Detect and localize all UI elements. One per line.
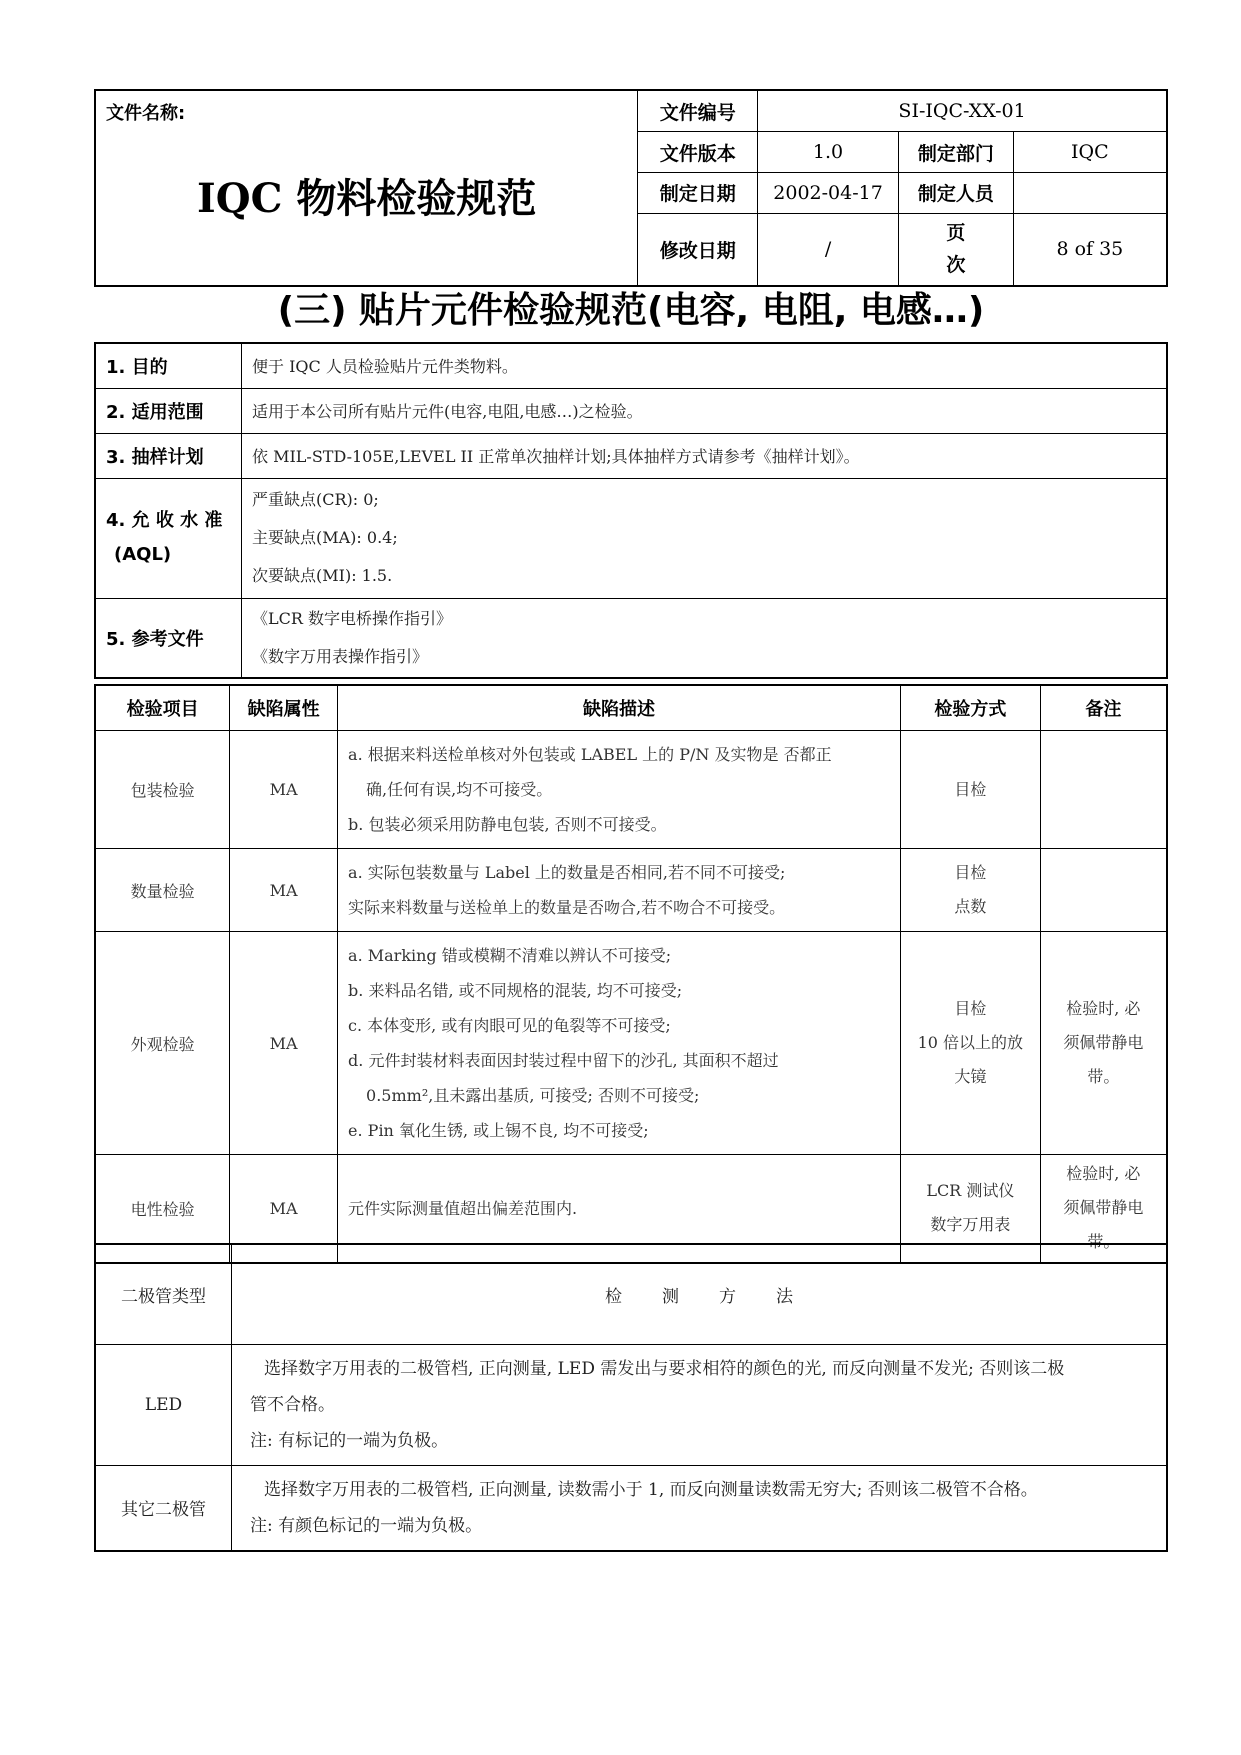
method-line: 目检 [954, 779, 987, 799]
version-value: 1.0 [758, 132, 899, 173]
diode-type-cell: 其它二极管 [95, 1465, 232, 1551]
sampling-label: 3. 抽样计划 [95, 433, 242, 478]
reference-item: 《LCR 数字电桥操作指引》 [252, 608, 453, 628]
method-line: 选择数字万用表的二极管档, 正向测量, LED 需发出与要求相符的颜色的光, 而反向测量不发光; 否则该二极 [264, 1358, 1065, 1379]
col-header-method: 检验方式 [900, 685, 1040, 731]
reference-values [242, 598, 1168, 678]
desc-line: b. 包装必须采用防静电包装, 否则不可接受。 [348, 815, 667, 834]
note-line: 检验时, 必 [1066, 999, 1141, 1018]
page-value: 8 of 35 [1013, 213, 1167, 286]
col-header-item: 检验项目 [95, 685, 230, 731]
method-line: LCR 测试仪 [926, 1181, 1015, 1201]
desc-line: 确,任何有误,均不可接受。 [366, 780, 553, 799]
desc-line: 实际来料数量与送检单上的数量是否吻合,若不吻合不可接受。 [348, 898, 786, 917]
table-row [95, 849, 1167, 932]
desc-line: b. 来料品名错, 或不同规格的混装, 均不可接受; [348, 981, 683, 1000]
scope-value: 适用于本公司所有贴片元件(电容,电阻,电感…)之检验。 [242, 388, 1168, 433]
note-cell [1040, 731, 1167, 849]
note-line: 带。 [1087, 1232, 1120, 1252]
aql-label-line1: 4. 允 收 水 准 [106, 510, 223, 531]
revision-date-value: / [758, 213, 899, 286]
aql-mi: 次要缺点(MI): 1.5. [252, 566, 393, 585]
dept-value: IQC [1013, 132, 1167, 173]
reference-item: 《数字万用表操作指引》 [252, 646, 429, 666]
method-line: 大镜 [954, 1067, 987, 1086]
aql-ma: 主要缺点(MA): 0.4; [252, 528, 398, 547]
desc-line: d. 元件封装材料表面因封装过程中留下的沙孔, 其面积不超过 [348, 1051, 779, 1070]
method-line: 管不合格。 [250, 1394, 335, 1415]
date-label: 制定日期 [638, 172, 758, 213]
file-no-value: SI-IQC-XX-01 [758, 90, 1167, 132]
table-row [95, 1465, 1167, 1551]
method-cell [232, 1344, 1168, 1465]
attr-cell: MA [230, 849, 338, 932]
aql-label [95, 478, 242, 598]
section-title: (三) 贴片元件检验规范(电容, 电阻, 电感…) [277, 290, 985, 331]
method-line: 目检 [954, 999, 987, 1018]
date-value: 2002-04-17 [758, 172, 899, 213]
method-line: 10 倍以上的放 [917, 1033, 1024, 1052]
desc-line: c. 本体变形, 或有肉眼可见的龟裂等不可接受; [348, 1016, 671, 1035]
desc-line: 0.5mm²,且未露出基质, 可接受; 否则不可接受; [366, 1086, 700, 1105]
col-header-attr: 缺陷属性 [230, 685, 338, 731]
desc-line: e. Pin 氧化生锈, 或上锡不良, 均不可接受; [348, 1121, 649, 1140]
note-line: 检验时, 必 [1066, 1164, 1141, 1184]
desc-cell [338, 932, 901, 1155]
table-row [95, 1344, 1167, 1465]
col-header-note: 备注 [1040, 685, 1167, 731]
table-row [95, 731, 1167, 849]
purpose-value: 便于 IQC 人员检验贴片元件类物料。 [242, 343, 1168, 388]
note-cell [1040, 932, 1167, 1155]
method-line: 点数 [954, 897, 987, 916]
desc-cell [338, 731, 901, 849]
inspection-table [94, 684, 1168, 1264]
purpose-label: 1. 目的 [95, 343, 242, 388]
aql-values [242, 478, 1168, 598]
method-line: 目检 [954, 863, 987, 882]
file-no-label: 文件编号 [638, 90, 758, 132]
file-name-cell [95, 90, 638, 286]
attr-cell: MA [230, 1155, 338, 1263]
item-cell: 外观检验 [95, 932, 230, 1155]
version-label: 文件版本 [638, 132, 758, 173]
document-header [94, 89, 1168, 287]
method-line: 选择数字万用表的二极管档, 正向测量, 读数需小于 1, 而反向测量读数需无穷大; 否则该二极管不合格。 [264, 1479, 1038, 1500]
diode-table [94, 1243, 1168, 1552]
attr-cell: MA [230, 731, 338, 849]
item-cell: 包装检验 [95, 731, 230, 849]
col-header-desc: 缺陷描述 [338, 685, 901, 731]
info-table [94, 342, 1168, 679]
diode-type-header: 二极管类型 [95, 1244, 232, 1344]
reference-label: 5. 参考文件 [95, 598, 242, 678]
table-row [95, 932, 1167, 1155]
dept-label: 制定部门 [898, 132, 1013, 173]
method-cell [900, 849, 1040, 932]
note-line: 带。 [1087, 1067, 1120, 1086]
note-cell [1040, 849, 1167, 932]
desc-cell [338, 849, 901, 932]
method-cell [232, 1465, 1168, 1551]
page-label [898, 213, 1013, 286]
note-line: 须佩带静电 [1063, 1198, 1144, 1218]
method-line: 注: 有标记的一端为负极。 [250, 1430, 449, 1451]
aql-cr: 严重缺点(CR): 0; [252, 490, 379, 509]
revision-date-label: 修改日期 [638, 213, 758, 286]
diode-type-cell: LED [95, 1344, 232, 1465]
document-title: IQC 物料检验规范 [197, 175, 537, 222]
attr-cell: MA [230, 932, 338, 1155]
method-cell [900, 731, 1040, 849]
method-line: 数字万用表 [930, 1215, 1011, 1235]
method-cell [900, 932, 1040, 1155]
aql-label-line2: (AQL) [114, 544, 172, 565]
item-cell: 数量检验 [95, 849, 230, 932]
item-cell: 电性检验 [95, 1155, 230, 1263]
detection-method-header: 检测方法 [232, 1244, 1168, 1344]
desc-line: a. 根据来料送检单核对外包装或 LABEL 上的 P/N 及实物是 否都正 [348, 745, 832, 764]
note-line: 须佩带静电 [1063, 1033, 1144, 1052]
desc-line: a. Marking 错或模糊不清难以辨认不可接受; [348, 946, 672, 965]
scope-label: 2. 适用范围 [95, 388, 242, 433]
author-value [1013, 172, 1167, 213]
desc-line: 元件实际测量值超出偏差范围内. [348, 1198, 578, 1218]
file-name-label: 文件名称: [106, 103, 186, 124]
sampling-value: 依 MIL-STD-105E,LEVEL II 正常单次抽样计划;具体抽样方式请参考《抽样计划》。 [242, 433, 1168, 478]
page-label-line2: 次 [946, 254, 966, 277]
author-label: 制定人员 [898, 172, 1013, 213]
desc-line: a. 实际包装数量与 Label 上的数量是否相同,若不同不可接受; [348, 863, 786, 882]
page-label-line1: 页 [946, 222, 966, 245]
method-line: 注: 有颜色标记的一端为负极。 [250, 1515, 483, 1536]
